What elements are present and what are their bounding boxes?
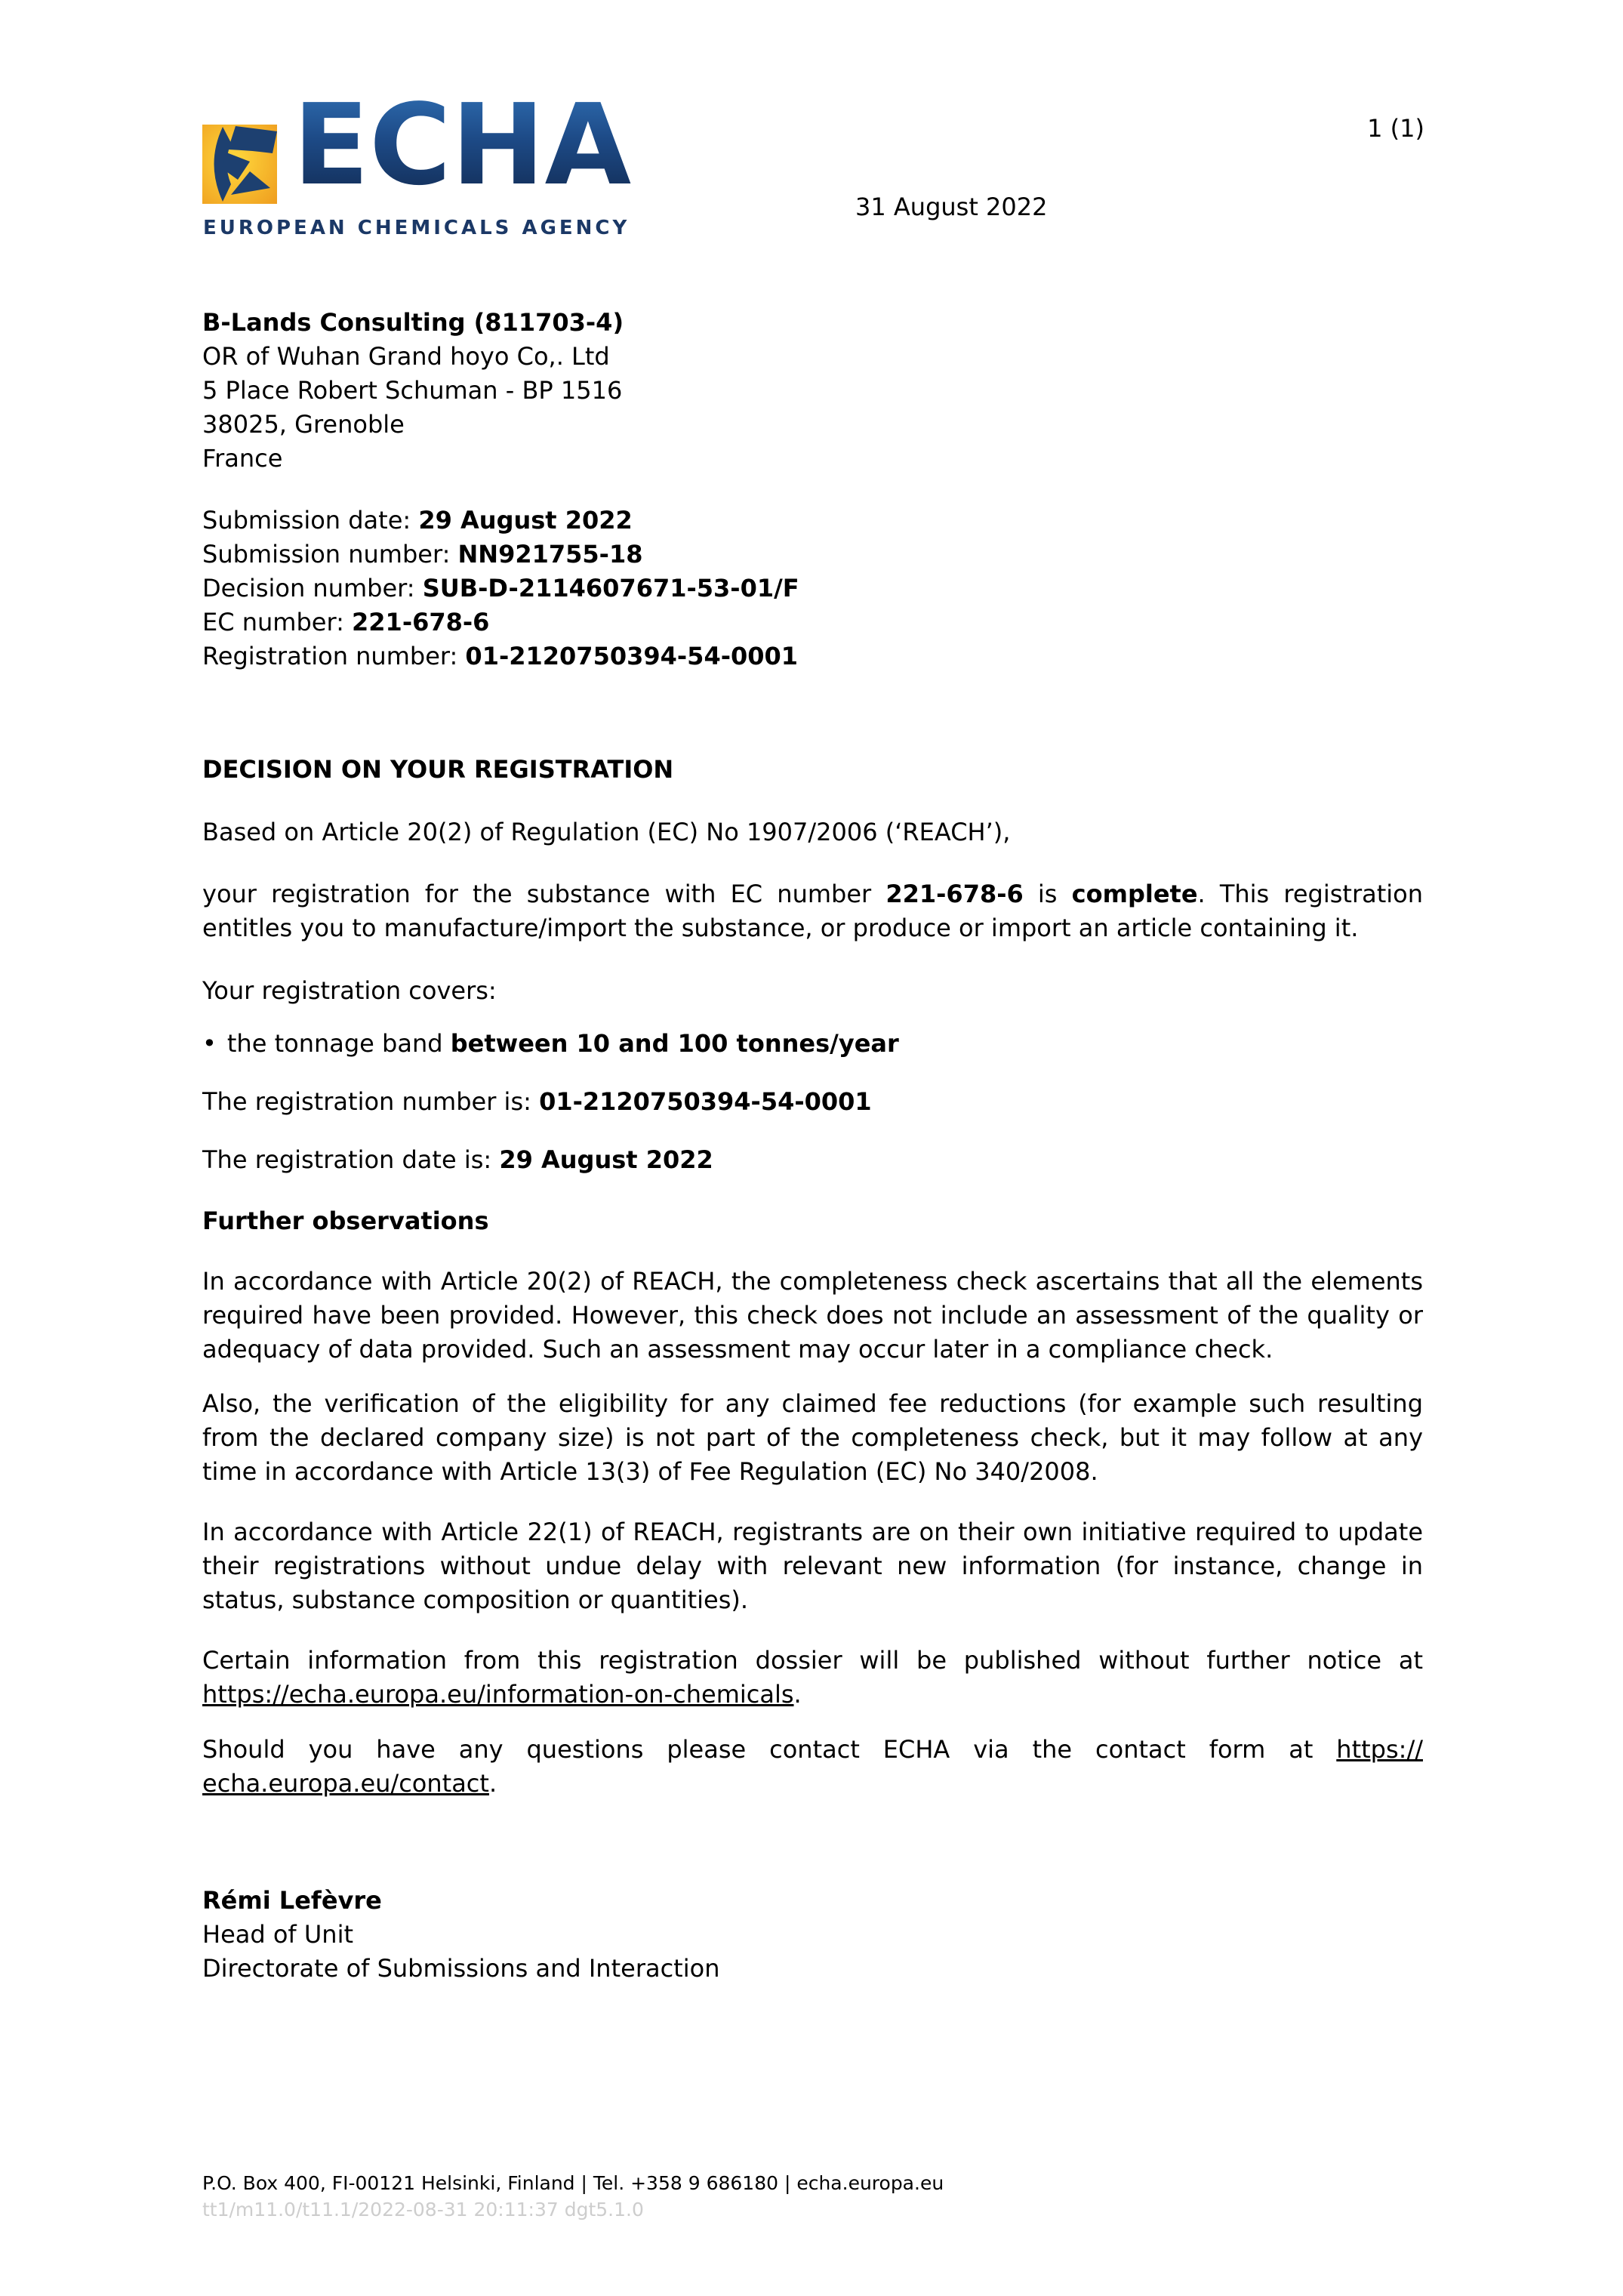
submission-number-value: NN921755-18	[457, 540, 643, 569]
complete-text: . This registration entitles you to manufacture/import the substance, or produce or import an article containing it.	[202, 880, 1424, 942]
information-on-chemicals-link[interactable]: https://echa.europa.eu/information-on-chemicals	[202, 1680, 794, 1709]
observations-paragraph-2: Also, the verification of the eligibility for any claimed fee reductions (for example such resulting from the declared company size) is not part of the completeness check, but it may follow at any time in accordance with Article 13(3) of Fee Regulation (EC) No 340/2008.	[202, 1389, 1423, 1486]
tonnage-prefix: the tonnage band	[226, 1029, 451, 1058]
echa-logo-icon	[202, 125, 277, 204]
registration-complete-paragraph	[202, 877, 1423, 945]
decision-number-value: SUB-D-2114607671-53-01/F	[422, 574, 799, 603]
publication-paragraph	[202, 1644, 1423, 1712]
questions-paragraph	[202, 1733, 1423, 1801]
registration-number-label: Registration number:	[202, 642, 466, 670]
submission-details-block	[202, 504, 1423, 673]
page-footer	[202, 2171, 1423, 2221]
registration-number-value: 01-2120750394-54-0001	[465, 642, 799, 670]
signatory-name: Rémi Lefèvre	[202, 1886, 382, 1915]
questions-text: Should you have any questions please contact ECHA via the contact form at	[202, 1735, 1337, 1764]
contact-link-scheme: https://	[1336, 1735, 1423, 1764]
recipient-line: OR of Wuhan Grand hoyo Co,. Ltd	[202, 342, 610, 371]
recipient-line: 5 Place Robert Schuman - BP 1516	[202, 376, 623, 405]
footer-meta-line: tt1/m11.0/t11.1/2022-08-31 20:11:37 dgt5.1.0	[202, 2199, 644, 2220]
footer-contact-line: P.O. Box 400, FI-00121 Helsinki, Finland | Tel. +358 9 686180 | echa.europa.eu	[202, 2172, 944, 2194]
complete-text: is	[1023, 880, 1072, 908]
decision-heading: DECISION ON YOUR REGISTRATION	[202, 755, 674, 784]
submission-number-label: Submission number:	[202, 540, 458, 569]
tonnage-band-bullet	[202, 1027, 1423, 1061]
registration-number-line-label: The registration number is:	[202, 1087, 540, 1116]
submission-date-row	[202, 504, 1423, 538]
complete-status: complete	[1071, 880, 1198, 908]
decision-number-label: Decision number:	[202, 574, 423, 603]
registration-date-line	[202, 1143, 1423, 1177]
signature-block	[202, 1884, 1423, 1986]
publication-text: Certain information from this registration dossier will be published without further notice at	[202, 1646, 1423, 1675]
publication-suffix: .	[793, 1680, 802, 1709]
echa-logo-subtitle: EUROPEAN CHEMICALS AGENCY	[203, 217, 630, 239]
based-on-paragraph: Based on Article 20(2) of Regulation (EC) No 1907/2006 (‘REACH’),	[202, 818, 1011, 846]
registration-date-line-label: The registration date is:	[202, 1145, 500, 1174]
document-date: 31 August 2022	[855, 193, 1048, 221]
signatory-department: Directorate of Submissions and Interaction	[202, 1954, 720, 1983]
echa-logo-wordmark: ECHA	[293, 80, 632, 210]
signatory-title: Head of Unit	[202, 1920, 353, 1949]
complete-text: your registration for the substance with EC number	[202, 880, 886, 908]
observations-paragraph-1: In accordance with Article 20(2) of REACH, the completeness check ascertains that all the elements required have been provided. However, this check does not include an assessment of the quality or adequacy of data provided. Such an assessment may occur later in a compliance check.	[202, 1267, 1423, 1364]
recipient-line: 38025, Grenoble	[202, 410, 405, 439]
registration-number-row	[202, 639, 1423, 673]
submission-date-value: 29 August 2022	[418, 506, 633, 535]
registration-number-line-value: 01-2120750394-54-0001	[539, 1087, 872, 1116]
questions-suffix: .	[488, 1769, 497, 1798]
further-observations-heading: Further observations	[202, 1207, 489, 1235]
ec-number-value: 221-678-6	[352, 608, 490, 636]
recipient-name: B-Lands Consulting (811703-4)	[202, 308, 624, 337]
page-number: 1 (1)	[1367, 114, 1424, 143]
registration-number-line	[202, 1085, 1423, 1119]
registration-date-line-value: 29 August 2022	[499, 1145, 713, 1174]
recipient-line: France	[202, 444, 283, 473]
contact-link-host: echa.europa.eu/contact	[202, 1769, 489, 1798]
observations-paragraph-3: In accordance with Article 22(1) of REACH, registrants are on their own initiative required to update their registrations without undue delay with relevant new information (for instance, change in status, substance composition or quantities).	[202, 1518, 1423, 1614]
tonnage-band-value: between 10 and 100 tonnes/year	[450, 1029, 899, 1058]
complete-ec-number: 221-678-6	[885, 880, 1024, 908]
recipient-address-block	[202, 306, 1423, 476]
decision-number-row	[202, 572, 1423, 606]
submission-date-label: Submission date:	[202, 506, 419, 535]
letter-body	[202, 306, 1423, 1986]
bullet-icon: •	[202, 1029, 217, 1058]
covers-intro: Your registration covers:	[202, 976, 497, 1005]
ec-number-label: EC number:	[202, 608, 353, 636]
submission-number-row	[202, 538, 1423, 572]
ec-number-row	[202, 606, 1423, 639]
